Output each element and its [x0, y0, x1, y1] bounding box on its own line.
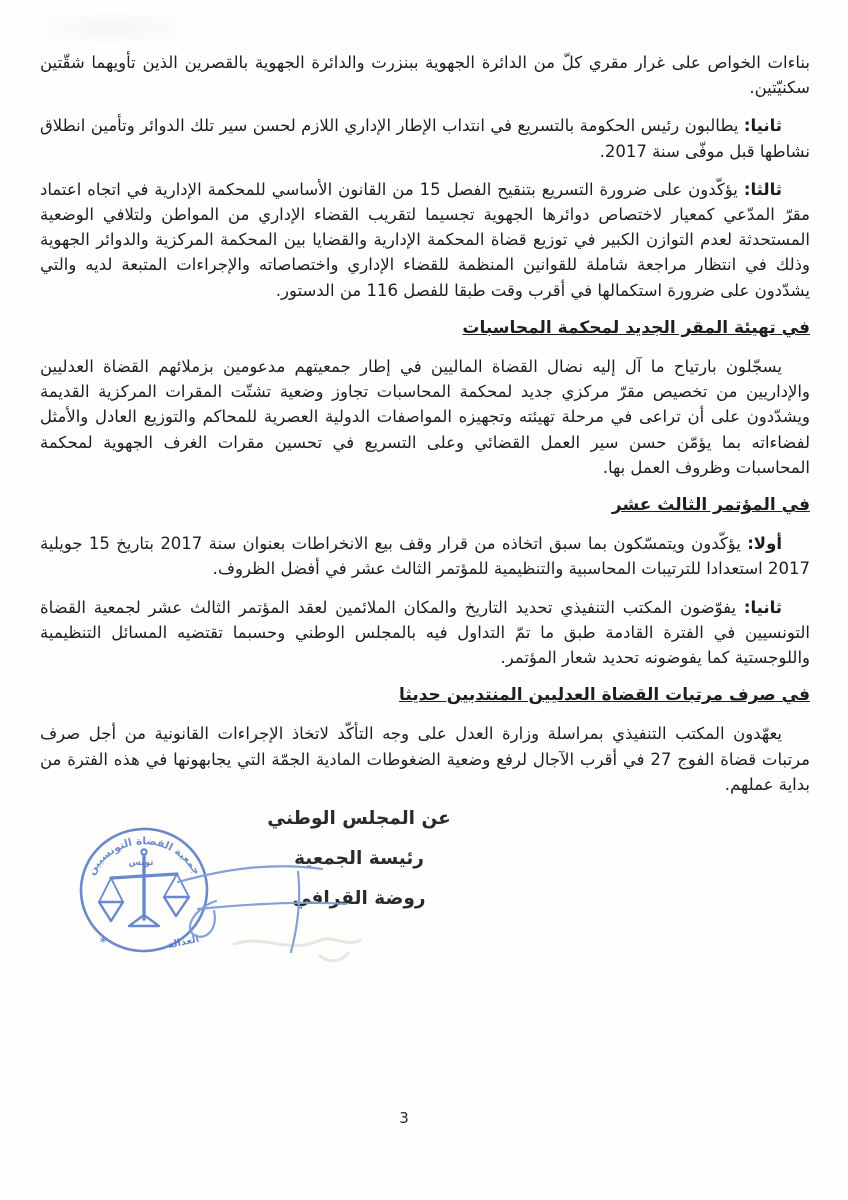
- paragraph-text: يؤكّدون ويتمسّكون بما سبق اتخاذه من قرار وقف بيع الانخراطات بعنوان سنة 2017 بتاريخ 15 جويلية 2017 استعدادا للترتيبات المحاسبية والتنظيمية للمؤتمر الثالث عشر في أفضل الظروف.: [40, 534, 810, 579]
- paragraph-lead: ثانيا:: [743, 597, 783, 617]
- paragraph-lead: ثالثا:: [743, 179, 782, 199]
- section-heading-new-court-hq: في تهيئة المقر الجديد لمحكمة المحاسبات: [462, 317, 810, 338]
- stamp-center-text: تونس: [128, 858, 154, 868]
- page-number: 3: [399, 1109, 409, 1127]
- document-body: [40, 50, 810, 810]
- stamp-star-icon: *: [99, 935, 107, 949]
- paragraph-salaries: يعهّدون المكتب التنفيذي بمراسلة وزارة العدل على وجه التأكّد لاتخاذ الإجراءات القانونية من أجل صرف مرتبات قضاة الفوج 27 في أقرب الآجال لرفع وضعية الضغوطات المادية الجمّة التي يجابهونها في هذه الفترة من بداية عملهم.: [40, 724, 811, 794]
- paragraph-text: يفوّضون المكتب التنفيذي تحديد التاريخ والمكان الملائمين لعقد المؤتمر الثالث عشر لجمعية القضاة التونسيين في الفترة القادمة طبق ما تمّ التداول فيه بالمجلس الوطني وحسبما تقتضيه المسائل التنظيمية واللوجستية كما يفوضونه تحديد شعار المؤتمر.: [40, 597, 810, 668]
- paragraph-first-item: [40, 531, 810, 581]
- paragraph-lead: أولا:: [747, 534, 782, 554]
- paragraph-court-of-accounts: يسجّلون بارتياح ما آل إليه نضال القضاة الماليين في إطار جمعيتهم مدعومين بزملائهم القضاة العدليين والإداريين من تخصيص مقرّ مركزي جديد لمحكمة المحاسبات تجاوز وضعية تشتّت المقرات المركزية القديمة ويشدّدون على أن تراعى في مرحلة تهيئته وتجهيزه المواصفات الدولية العصرية للمحاكم والتوزيع العادل والأمثل لفضاءاته بما يؤمّن حسن سير العمل القضائي وعلى التسريع في تحسين مقرات الغرف الجهوية لمحكمة المحاسبات وظروف العمل بها.: [40, 357, 810, 477]
- stamp-organization-text: جمعية القضاة التونسيين: [85, 835, 203, 878]
- section-heading-judges-salaries: في صرف مرتبات القضاة العدليين المنتدبين حديثا: [399, 685, 810, 706]
- scan-smudge: [48, 14, 178, 42]
- signature-name: روضة القرافي: [292, 888, 426, 909]
- signature-role: رئيسة الجمعية: [294, 848, 424, 869]
- paragraph-lead: ثانيا:: [743, 116, 782, 136]
- stamp-bottom-text: العدالة: [166, 933, 201, 952]
- paragraph-continuation: بناءات الخواص على غرار مقري كلّ من الدائرة الجهوية ببنزرت والدائرة الجهوية بالقصرين الذين تأويهما شقّتين سكنيّتين.: [40, 53, 810, 98]
- section-heading-13th-congress: في المؤتمر الثالث عشر: [611, 495, 810, 516]
- paragraph-second-item-congress: [40, 595, 810, 671]
- handwritten-signature-ink: [170, 838, 510, 978]
- paragraph-second-item: [40, 113, 810, 163]
- signature-on-behalf: عن المجلس الوطني: [267, 808, 451, 829]
- paragraph-text: يؤكّدون على ضرورة التسريع بتنقيح الفصل 15 من القانون الأساسي للمحكمة الإدارية في اتجاه اعتماد مقرّ المدّعي كمعيار لاختصاص دوائرها الجهوية تجسيما لتقريب القضاء الإداري من المواطن ولتلافي الوضعية المستحدثة لعدم التوازن الكبير في توزيع قضاة المحكمة الإدارية والقضايا بين المحكمة المركزية والدوائر الجهوية وذلك في انتظار مراجعة شاملة للقوانين المنظمة للقضاء الإداري واختصاصاته والإجراءات المتبعة لديه والتي يشدّدون على ضرورة استكمالها في أقرب وقت طبقا للفصل 116 من الدستور.: [40, 179, 810, 300]
- paragraph-text: يطالبون رئيس الحكومة بالتسريع في انتداب الإطار الإداري اللازم لحسن سير تلك الدوائر وتأمين انطلاق نشاطها قبل موفّى سنة 2017.: [40, 116, 810, 161]
- paragraph-third-item: [40, 177, 810, 303]
